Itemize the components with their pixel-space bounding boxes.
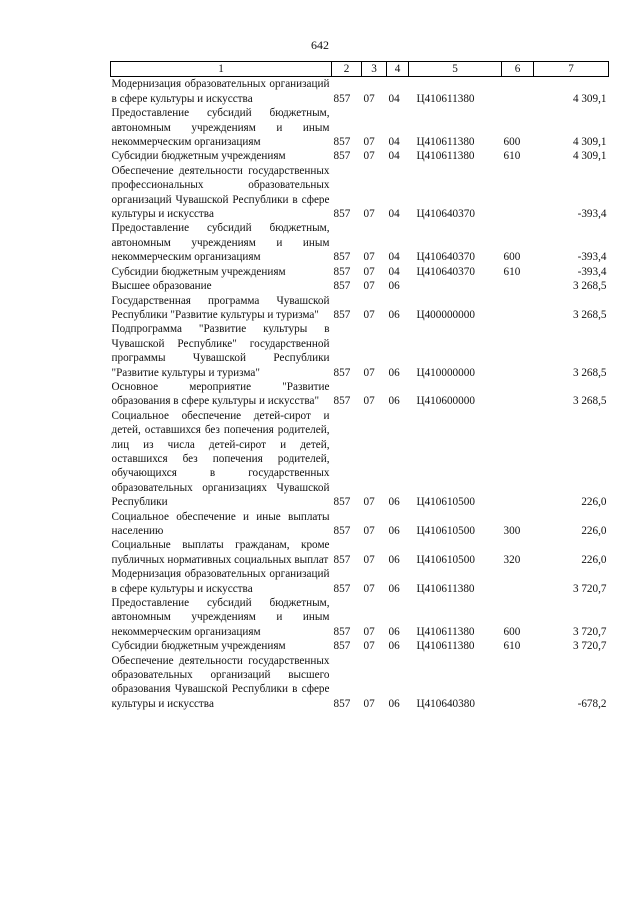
row-name-cell: Основное мероприятие "Развитие образования в сфере культуры и искусства" [111,380,330,408]
amount-cell: 3 268,5 [572,308,607,321]
admin-code-cell: 857 [333,640,351,653]
row-name-cell: Субсидии бюджетным учреждениям [111,265,286,278]
section-cell: 07 [363,697,375,710]
subsection-cell: 06 [388,525,400,537]
section-cell: 07 [363,136,375,149]
column-header: 7 [534,62,609,77]
target-article-cell: Ц410640380 [416,697,475,710]
amount-cell: 4 309,1 [572,136,607,149]
admin-code-cell: 857 [333,251,351,264]
subsection-cell: 06 [388,625,400,638]
subsection-cell: 06 [388,582,400,595]
amount-cell: 3 268,5 [572,366,607,379]
section-cell: 07 [363,208,375,221]
admin-code-cell: 857 [333,92,351,105]
amount-cell: 3 720,7 [572,582,607,595]
admin-code-cell: 857 [333,553,351,566]
subsection-cell: 04 [388,251,400,264]
target-article-cell: Ц410000000 [416,366,475,379]
target-article-cell: Ц410611380 [416,582,475,595]
budget-table [110,61,609,711]
subsection-cell: 06 [388,640,400,653]
section-cell: 07 [363,150,375,163]
expense-type-cell: 600 [503,136,521,149]
amount-cell: -393,4 [577,251,607,264]
page-number: 642 [311,38,329,52]
subsection-cell: 06 [388,308,400,321]
table-row [111,294,609,323]
target-article-cell: Ц410611380 [416,92,475,105]
subsection-cell: 06 [388,496,400,509]
expense-type-cell [502,654,534,712]
table-row [111,279,609,293]
subsection-cell: 06 [388,697,400,710]
subsection-cell: 06 [388,553,400,566]
expense-type-cell [502,380,534,409]
section-cell: 07 [363,280,375,293]
expense-type-cell [502,567,534,596]
row-name-cell: Государственная программа Чувашской Республики "Развитие культуры и туризма" [111,294,330,321]
section-cell: 07 [363,92,375,105]
section-cell: 07 [363,265,375,278]
table-row [111,265,609,279]
amount-cell: 3 268,5 [572,395,607,408]
admin-code-cell: 857 [333,625,351,638]
target-article-cell: Ц410600000 [416,395,475,408]
column-header: 2 [332,62,362,77]
expense-type-cell: 300 [503,525,521,537]
amount-cell: 226,0 [581,553,607,566]
amount-cell: 226,0 [581,525,607,537]
amount-cell: -678,2 [577,697,607,710]
table-row [111,380,609,409]
admin-code-cell: 857 [333,265,351,278]
table-row [111,77,609,106]
admin-code-cell: 857 [333,582,351,595]
section-cell: 07 [363,640,375,653]
column-header: 6 [502,62,534,77]
table-row [111,510,609,539]
table-row [111,221,609,264]
target-article-cell: Ц410611380 [416,150,475,163]
admin-code-cell: 857 [333,280,351,293]
table-row [111,409,609,510]
section-cell: 07 [363,525,375,537]
row-name-cell: Подпрограмма "Развитие культуры в Чувашской Республике" государственной программы Чувашской Республики "Развитие культуры и туризма" [111,323,330,379]
column-header: 1 [111,62,332,77]
table-header [111,62,609,77]
header-row [111,62,609,77]
section-cell: 07 [363,582,375,595]
table-row [111,322,609,380]
expense-type-cell: 610 [503,640,521,653]
row-name-cell: Субсидии бюджетным учреждениям [111,150,286,163]
section-cell: 07 [363,308,375,321]
target-article-cell: Ц410610500 [416,525,475,537]
admin-code-cell: 857 [333,525,351,537]
expense-type-cell [502,322,534,380]
admin-code-cell: 857 [333,308,351,321]
admin-code-cell: 857 [333,208,351,221]
table-row [111,149,609,163]
expense-type-cell: 610 [503,265,521,278]
amount-cell: 3 720,7 [572,625,607,638]
amount-cell: 4 309,1 [572,92,607,105]
table-row [111,639,609,653]
table-row [111,654,609,712]
target-article-cell: Ц410640370 [416,208,475,221]
expense-type-cell [502,279,534,293]
admin-code-cell: 857 [333,697,351,710]
subsection-cell: 04 [388,208,400,221]
admin-code-cell: 857 [333,496,351,509]
amount-cell: -393,4 [577,265,607,278]
target-article-cell: Ц410610500 [416,496,475,509]
amount-cell: -393,4 [577,208,607,221]
target-article-cell: Ц410611380 [416,625,475,638]
subsection-cell: 04 [388,150,400,163]
section-cell: 07 [363,251,375,264]
row-name-cell: Социальные выплаты гражданам, кроме публичных нормативных социальных выплат [111,539,330,566]
row-name-cell: Социальное обеспечение детей-сирот и детей, оставшихся без попечения родителей, лиц из числа детей-сирот и детей, оставшихся без попечения родителей, обучающихся в государственных образовательных организациях Чувашской Республики [111,409,330,509]
section-cell: 07 [363,553,375,566]
row-name-cell: Обеспечение деятельности государственных профессиональных образовательных организаций Чувашской Республики в сфере культуры и искусства [111,164,330,221]
table-row [111,596,609,639]
section-cell: 07 [363,625,375,638]
subsection-cell: 04 [388,136,400,149]
target-article-cell: Ц410640370 [416,265,475,278]
row-name-cell: Субсидии бюджетным учреждениям [111,640,286,653]
table-row [111,106,609,149]
table-row [111,164,609,222]
table-body [111,77,609,711]
column-header: 4 [387,62,409,77]
row-name-cell: Обеспечение деятельности государственных образовательных организаций высшего образования Чувашской Республики в сфере культуры и искусства [111,654,330,710]
amount-cell: 4 309,1 [572,150,607,163]
section-cell: 07 [363,395,375,408]
subsection-cell: 06 [388,395,400,408]
expense-type-cell: 320 [503,553,521,566]
expense-type-cell [502,409,534,510]
expense-type-cell: 600 [503,625,521,638]
target-article-cell: Ц410611380 [416,640,475,653]
target-article-cell: Ц400000000 [416,308,475,321]
row-name-cell: Модернизация образовательных организаций в сфере культуры и искусства [111,78,330,105]
subsection-cell: 04 [388,92,400,105]
target-article-cell [409,279,502,293]
expense-type-cell [502,294,534,323]
target-article-cell: Ц410610500 [416,553,475,566]
row-name-cell: Модернизация образовательных организаций в сфере культуры и искусства [111,568,330,595]
amount-cell: 3 268,5 [572,280,607,293]
column-header: 3 [362,62,387,77]
row-name-cell: Предоставление субсидий бюджетным, автономным учреждениям и иным некоммерческим организациям [111,222,330,264]
subsection-cell: 04 [388,265,400,278]
expense-type-cell: 610 [503,150,521,163]
subsection-cell: 06 [388,366,400,379]
admin-code-cell: 857 [333,150,351,163]
table-row [111,538,609,567]
row-name-cell: Предоставление субсидий бюджетным, автономным учреждениям и иным некоммерческим организациям [111,597,330,638]
subsection-cell: 06 [388,280,400,293]
row-name-cell: Предоставление субсидий бюджетным, автономным учреждениям и иным некоммерческим организациям [111,107,330,149]
table-row [111,567,609,596]
section-cell: 07 [363,366,375,379]
column-header: 5 [409,62,502,77]
amount-cell: 226,0 [581,496,607,509]
row-name-cell: Социальное обеспечение и иные выплаты населению [111,510,330,537]
amount-cell: 3 720,7 [572,640,607,653]
target-article-cell: Ц410611380 [416,136,475,149]
expense-type-cell [502,164,534,222]
admin-code-cell: 857 [333,366,351,379]
target-article-cell: Ц410640370 [416,251,475,264]
section-cell: 07 [363,496,375,509]
admin-code-cell: 857 [333,395,351,408]
expense-type-cell [502,77,534,106]
row-name-cell: Высшее образование [111,280,212,293]
expense-type-cell: 600 [503,251,521,264]
admin-code-cell: 857 [333,136,351,149]
